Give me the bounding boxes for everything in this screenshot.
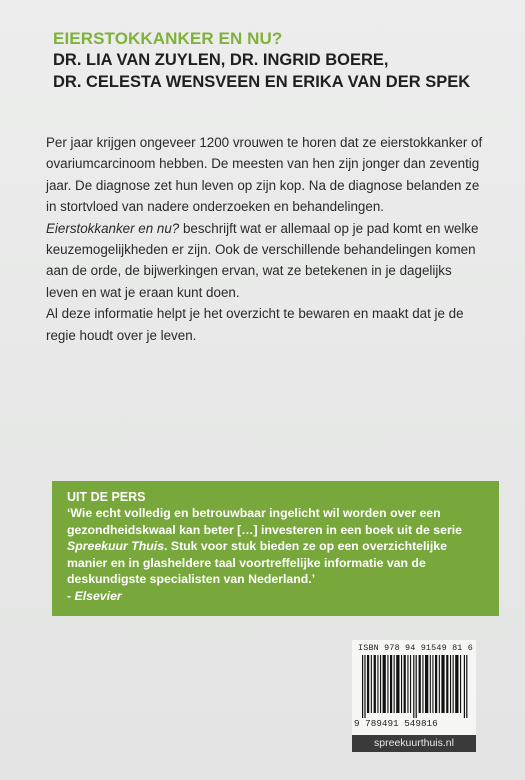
authors-line-1: DR. LIA VAN ZUYLEN, DR. INGRID BOERE,: [53, 51, 389, 69]
press-quote-part-1: ‘Wie echt volledig en betrouwbaar ingelicht wil worden over een gezondheidskwaal kan beter […] investeren in een boek uit de serie: [67, 506, 462, 537]
blurb-paragraph-2-text: beschrijft wat er allemaal op je pad komt en welke keuzemogelijkheden er zijn. Ook de verschillende behandelingen komen aan de orde, de bijwerkingen ervan, wat ze betekenen in je dagelijks leven en wat je eraan kunt doen.: [46, 220, 479, 300]
press-quote-box: [52, 481, 499, 616]
barcode-digits: 9 789491 549816: [354, 718, 438, 729]
blurb-paragraph-3: Al deze informatie helpt je het overzicht te bewaren en maakt dat je de regie houdt over je leven.: [46, 306, 464, 343]
press-source: - Elsevier: [67, 588, 122, 603]
barcode-icon: [360, 655, 470, 718]
book-title: EIERSTOKKANKER EN NU?: [53, 29, 283, 48]
blurb-paragraph-2: [46, 218, 486, 304]
isbn-label: ISBN 978 94 91549 81 6: [358, 643, 473, 653]
press-heading: UIT DE PERS: [67, 490, 146, 504]
blurb-paragraph-1: Per jaar krijgen ongeveer 1200 vrouwen te horen dat ze eierstokkanker of ovariumcarcinoom hebben. De meesten van hen zijn jonger dan zeventig jaar. De diagnose zet hun leven op zijn kop. Na de diagnose belanden ze in stortvloed van nadere onderzoeken en behandelingen.: [46, 135, 483, 215]
book-title-italic: Eierstokkanker en nu?: [46, 220, 180, 236]
barcode-block: [352, 640, 476, 735]
authors-line-2: DR. CELESTA WENSVEEN EN ERIKA VAN DER SPEK: [53, 73, 471, 91]
blurb: [46, 132, 486, 346]
press-quote-part-2: . Stuk voor stuk bieden ze op een overzichtelijke manier en in glasheldere taal voortreffelijke informatie van de deskundigste specialisten van Nederland.’: [67, 539, 447, 587]
press-quote: [67, 505, 489, 588]
authors: [53, 49, 493, 93]
website-url: spreekuurthuis.nl: [352, 735, 476, 752]
series-name: Spreekuur Thuis: [67, 539, 165, 554]
